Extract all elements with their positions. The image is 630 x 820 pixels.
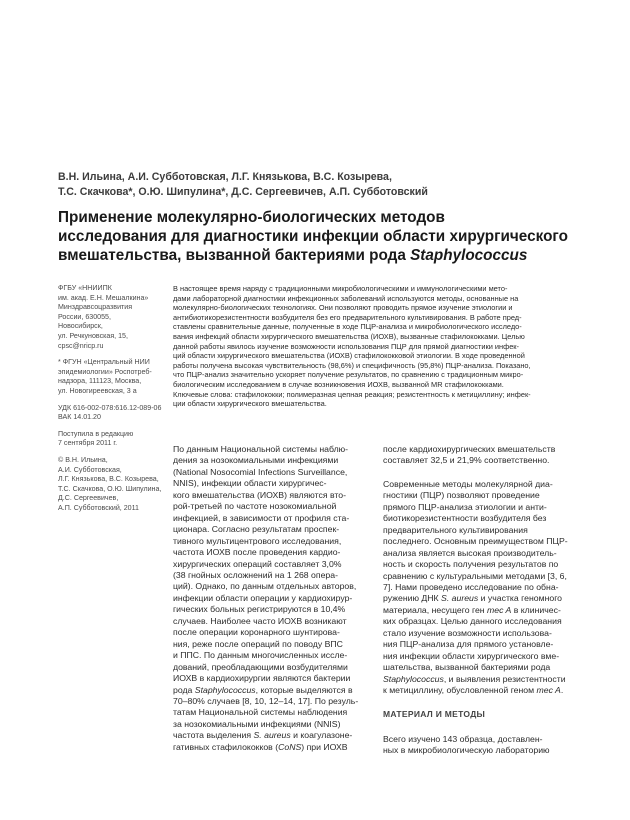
text-line: составляет 32,5 и 21,9% соответственно. xyxy=(383,455,550,466)
text-line: шательства, вызванной бактериями рода xyxy=(383,662,551,673)
section-heading: МАТЕРИАЛ И МЕТОДЫ xyxy=(383,708,486,719)
text-line: антибиотикорезистентности возбудителя без его предварительного культивирования. В работе пред- xyxy=(173,312,522,322)
text-line: 7]. Нами проведено исследование по обна- xyxy=(383,581,559,592)
text-line: рода Staphylococcus, которые выделяются в xyxy=(173,684,353,695)
text-line: анализа является высокая производитель- xyxy=(383,547,557,558)
abstract xyxy=(173,284,573,409)
text-line: что ПЦР-анализ значительно ускоряет получение результатов, по сравнению с традиционным микро- xyxy=(173,370,524,380)
text-line: работы получена высокая чувствительность (98,6%) и специфичность (95,8%) ПЦР-анализа. Показано, xyxy=(173,360,531,370)
text-line: сравнению с культуральными методами [3, 6, xyxy=(383,570,567,581)
text-line: и ППС. По данным многочисленных иссле- xyxy=(173,650,348,661)
text-line: ций). Однако, по данным отдельных авторов, xyxy=(173,581,357,592)
text-line: ния инфекции области хирургического вме- xyxy=(383,650,560,661)
text-line: тивного мультицентрового исследования, xyxy=(173,535,342,546)
text-line: России, 630055, xyxy=(58,312,111,321)
text-line: гностики (ПЦР) позволяют проведение xyxy=(383,490,540,501)
text-line: Т.С. Скачкова, О.Ю. Шипулина, xyxy=(58,484,162,493)
text-line: надзора, 111123, Москва, xyxy=(58,377,142,386)
text-line: кого вмешательства (ИОХВ) являются вто- xyxy=(173,489,346,500)
text-line: Минздравсоцразвития xyxy=(58,303,133,312)
text-line: ставлены сравнительные данные, полученные в ходе ПЦР-анализа и микробиологического исследо- xyxy=(173,322,522,332)
body-paragraph xyxy=(383,734,578,757)
title-line-3 xyxy=(58,246,583,265)
text-line: По данным Национальной системы наблю- xyxy=(173,444,349,454)
text-line: вания инфекций области хирургического вмешательства (ИОХВ), вызванные стафилококками. Целью xyxy=(173,331,525,341)
text-line: биотикорезистентности возбудителя без xyxy=(383,513,547,524)
text-line: случаев. Наиболее часто ИОХВ возникают xyxy=(173,615,347,626)
text-line: данной работы явилось изучение возможности использования ПЦР для прямой диагностики инфек- xyxy=(173,341,519,351)
text-line: ких образцах. Целью данного исследования xyxy=(383,616,562,627)
text-line: биологическим исследованием в случае возникновения ИОХВ, вызванной MR стафилококками. xyxy=(173,379,504,389)
text-line: ность и скорость получения результатов по xyxy=(383,559,559,570)
authors-line-2: Т.С. Скачкова*, О.Ю. Шипулина*, Д.С. Сергеевичев, А.П. Субботовский xyxy=(58,186,428,198)
text-line: дами лабораторной диагностики инфекционных заболеваний используются методы, основанные на xyxy=(173,293,519,303)
text-line: прямого ПЦР-анализа этиологии и анти- xyxy=(383,501,547,512)
text-line: дований, преобладающими возбудителями xyxy=(173,661,348,672)
body-paragraph xyxy=(383,479,578,697)
text-line: материала, несущего ген mec A в клиничес- xyxy=(383,604,561,615)
text-line: ционара. Согласно результатам проспек- xyxy=(173,524,340,535)
text-line: ФГБУ «ННИИПК xyxy=(58,284,112,292)
text-line: (National Nosocomial Infections Surveillance, xyxy=(173,466,348,477)
text-line: А.П. Субботовский, 2011 xyxy=(58,503,139,512)
sidebar-info xyxy=(58,284,178,520)
text-line: ния ПЦР-анализа для прямого установле- xyxy=(383,639,554,650)
text-line: Поступила в редакцию xyxy=(58,429,134,438)
text-line: предварительного культивирования xyxy=(383,524,528,535)
text-line: УДК 616-002-078:616.12-089-06 xyxy=(58,403,162,412)
text-line: гических больных регистрируются в 10,4% xyxy=(173,604,346,615)
text-line: гативных стафилококков (CoNS) при ИОХВ xyxy=(173,741,348,752)
text-line: рой-третьей по частоте нозокомиальной xyxy=(173,501,337,512)
text-line: после операции коронарного шунтирова- xyxy=(173,627,340,638)
text-line: 7 сентября 2011 г. xyxy=(58,439,118,448)
body-paragraph xyxy=(383,444,578,467)
authors xyxy=(58,170,578,200)
text-line: ций области хирургического вмешательства (ИОХВ) стафилококковой этиологии. В ходе проведенной xyxy=(173,351,525,361)
udk-codes xyxy=(58,404,178,423)
text-line: ных в микробиологическую лабораторию xyxy=(383,745,550,756)
text-line: хирургических операций составляет 3,0% xyxy=(173,558,342,569)
article-title xyxy=(58,208,583,265)
text-line: А.И. Субботовская, xyxy=(58,465,122,474)
text-line: Всего изучено 143 образца, доставлен- xyxy=(383,733,543,744)
text-line: частота выделения S. aureus и коагулазоне- xyxy=(173,730,353,741)
text-line: ния, реже после операций по поводу ВПС xyxy=(173,638,343,649)
copyright xyxy=(58,456,178,514)
affiliation-1 xyxy=(58,284,178,351)
text-line: (38 гнойных осложнений на 1 268 опера- xyxy=(173,569,338,580)
text-line: молекулярно-биологических технологиях. Они позволяют проводить прямое изучение этиологии и xyxy=(173,303,513,313)
text-line: cpsc@nricp.ru xyxy=(58,341,104,350)
text-line: за нозокомиальными инфекциями (NNIS) xyxy=(173,718,341,729)
text-line: к метициллину, обусловленной геном mec A. xyxy=(383,685,564,696)
text-line: В настоящее время наряду с традиционными микробиологическими и иммунологическими мето- xyxy=(173,284,508,293)
body-column-right xyxy=(383,444,578,769)
affiliation-2 xyxy=(58,358,178,396)
text-line: после кардиохирургических вмешательств xyxy=(383,444,556,454)
text-line: Л.Г. Князькова, В.С. Козырева, xyxy=(58,475,159,484)
text-line: татам Национальной системы наблюдения xyxy=(173,707,348,718)
text-line: частота ИОХВ после проведения кардио- xyxy=(173,547,341,558)
text-line: 70–80% случаев [8, 10, 12–14, 17]. По резуль- xyxy=(173,695,359,706)
text-line: © В.Н. Ильина, xyxy=(58,455,108,464)
body-column-left xyxy=(173,444,368,765)
text-line: ИОХВ в кардиохирургии являются бактерии xyxy=(173,673,351,684)
received-date xyxy=(58,430,178,449)
text-line: последнего. Основным преимуществом ПЦР- xyxy=(383,536,568,547)
text-line: NNIS), инфекции области хирургичес- xyxy=(173,478,327,489)
text-line: инфекцией, в зависимости от профиля ста- xyxy=(173,512,350,523)
title-line-2: исследования для диагностики инфекции области хирургического xyxy=(58,228,568,245)
text-line: Staphylococcus, и выявления резистентности xyxy=(383,673,566,684)
body-paragraph xyxy=(173,444,368,753)
text-line: дения за нозокомиальными инфекциями xyxy=(173,455,339,466)
text-line: ружению ДНК S. aureus и участка геномного xyxy=(383,593,563,604)
text-line: им. акад. Е.Н. Мешалкина» xyxy=(58,293,149,302)
text-line: Д.С. Сергеевичев, xyxy=(58,494,119,503)
title-line-3-prefix: вмешательства, вызванной бактериями рода xyxy=(58,247,411,264)
text-line: стало изучение возможности использова- xyxy=(383,627,552,638)
text-line: инфекции области операции у кардиохирур- xyxy=(173,592,353,603)
title-line-1: Применение молекулярно-биологических методов xyxy=(58,209,445,226)
title-genus: Staphylococcus xyxy=(410,247,528,264)
text-line: * ФГУН «Центральный НИИ xyxy=(58,358,150,367)
authors-line-1: В.Н. Ильина, А.И. Субботовская, Л.Г. Князькова, В.С. Козырева, xyxy=(58,171,392,183)
text-line: Новосибирск, xyxy=(58,322,103,331)
text-line: ул. Новогиреевская, 3 а xyxy=(58,386,137,395)
text-line: ул. Речкуновская, 15, xyxy=(58,331,128,340)
text-line: ции области хирургического вмешательства. xyxy=(173,399,327,409)
text-line: эпидемиологии» Роспотреб- xyxy=(58,367,152,376)
text-line: Ключевые слова: стафилококки; полимеразная цепная реакция; резистентность к метициллину; инфек- xyxy=(173,389,531,399)
text-line: Современные методы молекулярной диа- xyxy=(383,478,553,489)
text-line: ВАК 14.01.20 xyxy=(58,413,101,422)
